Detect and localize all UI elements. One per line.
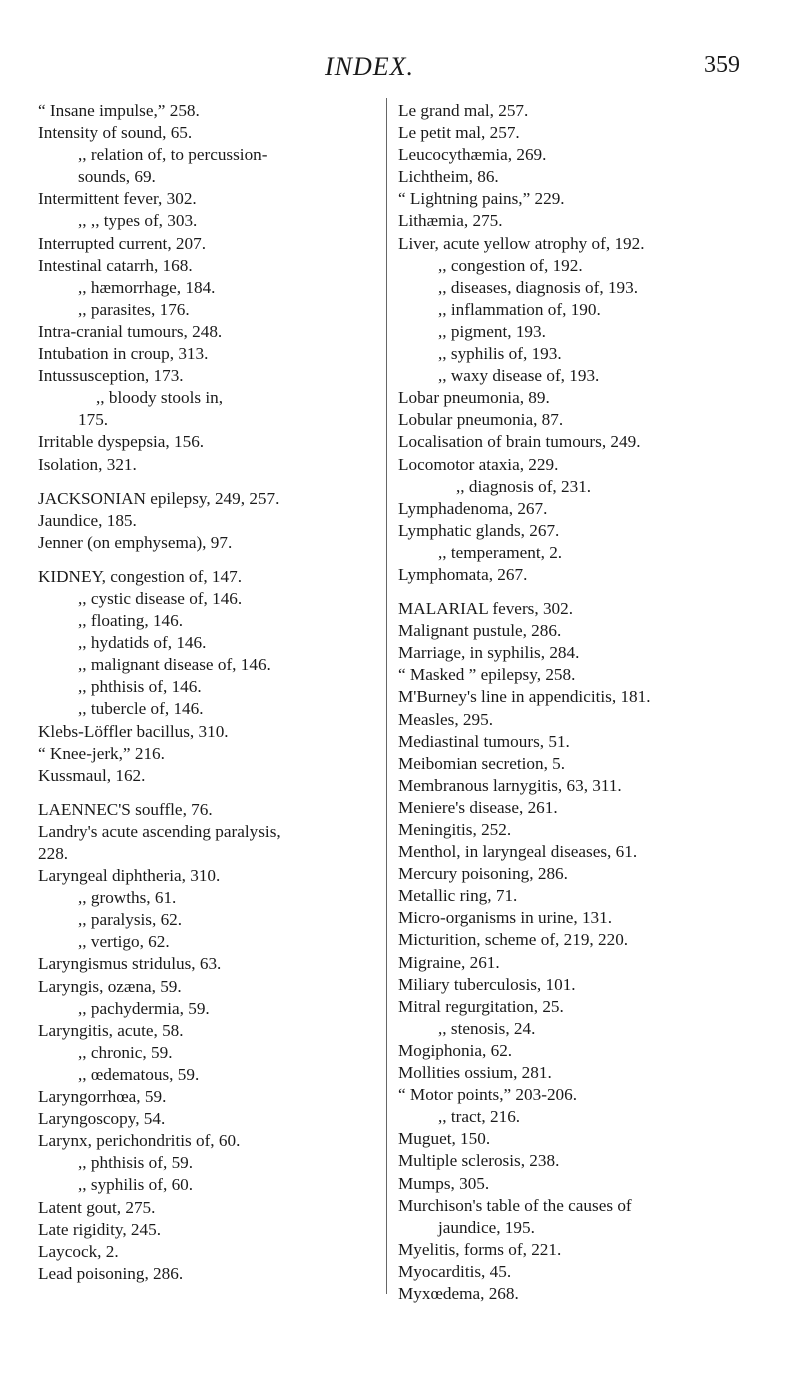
section-gap: [38, 554, 378, 566]
page-header: [0, 52, 800, 88]
index-entry: Mercury poisoning, 286.: [398, 864, 568, 884]
index-entry: ,, inflammation of, 190.: [438, 299, 601, 319]
index-entry: Muguet, 150.: [398, 1129, 491, 1149]
index-entry: Intussusception, 173.: [38, 366, 184, 386]
index-entry: Laryngitis, acute, 58.: [38, 1020, 184, 1040]
index-entry: Measles, 295.: [398, 709, 493, 729]
index-entry: Membranous larnygitis, 63, 311.: [398, 775, 622, 795]
index-entry: Laryngismus stridulus, 63.: [38, 954, 222, 974]
index-entry: Lymphatic glands, 267.: [398, 520, 560, 540]
section-gap: [398, 586, 778, 598]
index-entry: ,, bloody stools in,: [96, 388, 224, 408]
index-entry: jaundice, 195.: [438, 1217, 535, 1237]
index-entry: Liver, acute yellow atrophy of, 192.: [398, 233, 645, 253]
index-entry: Localisation of brain tumours, 249.: [398, 432, 641, 452]
index-entry: Meibomian secretion, 5.: [398, 753, 566, 773]
index-entry: 228.: [38, 844, 69, 863]
index-entry: “ Masked ” epilepsy, 258.: [398, 665, 576, 685]
index-entry: Myocarditis, 45.: [398, 1261, 512, 1281]
index-entry: ,, chronic, 59.: [78, 1042, 173, 1062]
index-entry: JACKSONIAN epilepsy, 249, 257.: [38, 488, 280, 508]
index-entry: Micturition, scheme of, 219, 220.: [398, 930, 629, 950]
index-entry: Latent gout, 275.: [38, 1197, 156, 1217]
index-entry: Meningitis, 252.: [398, 820, 512, 839]
index-entry: Lead poisoning, 286.: [38, 1263, 184, 1283]
index-entry: Jaundice, 185.: [38, 510, 137, 530]
index-entry: Lymphadenoma, 267.: [398, 498, 548, 518]
index-entry: Miliary tuberculosis, 101.: [398, 974, 576, 994]
index-entry: Intestinal catarrh, 168.: [38, 255, 193, 275]
index-entry: ,, phthisis of, 146.: [78, 677, 202, 697]
index-entry: Leucocythæmia, 269.: [398, 145, 547, 165]
index-entry: Multiple sclerosis, 238.: [398, 1151, 560, 1171]
index-entry: Migraine, 261.: [398, 952, 500, 972]
index-entry: Murchison's table of the causes of: [398, 1195, 632, 1215]
index-entry: “ Insane impulse,” 258.: [38, 101, 200, 120]
index-entry: ,, stenosis, 24.: [438, 1018, 536, 1038]
index-entry: ,, diseases, diagnosis of, 193.: [438, 277, 639, 297]
index-entry: 175.: [78, 410, 109, 430]
index-entry: Metallic ring, 71.: [398, 886, 518, 906]
index-entry: Myelitis, forms of, 221.: [398, 1239, 562, 1259]
index-entry: MALARIAL fevers, 302.: [398, 599, 574, 619]
index-entry: Intra-cranial tumours, 248.: [38, 321, 223, 341]
index-entry: ,, parasites, 176.: [78, 299, 190, 319]
index-entry: Lithæmia, 275.: [398, 211, 503, 231]
section-gap: [38, 787, 378, 799]
index-entry: Mitral regurgitation, 25.: [398, 996, 564, 1016]
index-entry: Mediastinal tumours, 51.: [398, 731, 570, 751]
index-entry: ,, growths, 61.: [78, 888, 177, 908]
index-entry: Myxœdema, 268.: [398, 1283, 519, 1303]
index-entry: ,, diagnosis of, 231.: [456, 476, 592, 496]
index-entry: ,, cystic disease of, 146.: [78, 588, 243, 608]
index-entry: Micro-organisms in urine, 131.: [398, 908, 613, 928]
index-entry: Intensity of sound, 65.: [38, 123, 193, 143]
index-entry: ,, œdematous, 59.: [78, 1064, 200, 1084]
index-entry: Irritable dyspepsia, 156.: [38, 432, 205, 452]
index-entry: Larynx, perichondritis of, 60.: [38, 1131, 241, 1151]
index-entry: ,, pachydermia, 59.: [78, 998, 210, 1018]
index-entry: Lymphomata, 267.: [398, 564, 528, 584]
index-entry: M'Burney's line in appendicitis, 181.: [398, 687, 651, 707]
index-entry: ,, tubercle of, 146.: [78, 699, 204, 719]
index-entry: ,, phthisis of, 59.: [78, 1153, 194, 1173]
index-entry: LAENNEC'S souffle, 76.: [38, 799, 213, 819]
index-entry: ,, pigment, 193.: [438, 321, 546, 341]
index-entry: Locomotor ataxia, 229.: [398, 454, 559, 474]
index-entry: Landry's acute ascending paralysis,: [38, 821, 281, 841]
index-entry: ,, congestion of, 192.: [438, 255, 583, 275]
index-entry: ,, malignant disease of, 146.: [78, 655, 271, 675]
page-title: INDEX.: [325, 52, 415, 81]
index-entry: ,, tract, 216.: [438, 1107, 521, 1127]
index-entry: Isolation, 321.: [38, 454, 137, 474]
index-entry: Lobar pneumonia, 89.: [398, 388, 550, 408]
index-entry: Mumps, 305.: [398, 1173, 490, 1193]
index-entry: ,, vertigo, 62.: [78, 932, 170, 952]
index-entry: Laryngorrhœa, 59.: [38, 1087, 167, 1107]
index-entry: sounds, 69.: [78, 167, 156, 187]
index-entry: Jenner (on emphysema), 97.: [38, 532, 233, 552]
index-entry: Intubation in croup, 313.: [38, 344, 209, 364]
index-entry: “ Motor points,” 203-206.: [398, 1085, 578, 1105]
index-entry: ,, floating, 146.: [78, 611, 184, 631]
index-entry: ,, syphilis of, 60.: [78, 1175, 194, 1195]
index-entry: Intermittent fever, 302.: [38, 189, 197, 209]
index-entry: Meniere's disease, 261.: [398, 797, 558, 817]
index-entry: Menthol, in laryngeal diseases, 61.: [398, 842, 638, 862]
index-entry: Le grand mal, 257.: [398, 101, 529, 120]
index-entry: ,, paralysis, 62.: [78, 910, 183, 930]
index-entry: Lichtheim, 86.: [398, 167, 499, 187]
index-entry: Laryngoscopy, 54.: [38, 1109, 166, 1129]
index-entry: ,, temperament, 2.: [438, 542, 563, 562]
index-entry: ,, syphilis of, 193.: [438, 344, 562, 364]
index-entry: Marriage, in syphilis, 284.: [398, 643, 580, 663]
index-entry: Kussmaul, 162.: [38, 765, 146, 785]
index-entry: ,, relation of, to percussion-: [78, 145, 268, 165]
column-divider: [386, 98, 387, 1294]
index-entry: “ Knee-jerk,” 216.: [38, 743, 165, 763]
index-entry: Mogiphonia, 62.: [398, 1040, 513, 1060]
page-number: 359: [704, 52, 740, 78]
index-entry: “ Lightning pains,” 229.: [398, 189, 565, 209]
index-entry: Malignant pustule, 286.: [398, 621, 562, 641]
index-column-right: [398, 100, 778, 1305]
index-entry: Interrupted current, 207.: [38, 233, 206, 253]
index-entry: Mollities ossium, 281.: [398, 1063, 552, 1083]
index-entry: ,, hydatids of, 146.: [78, 633, 207, 653]
index-entry: Klebs-Löffler bacillus, 310.: [38, 721, 229, 741]
index-entry: ,, waxy disease of, 193.: [438, 366, 600, 386]
index-entry: Laryngis, ozæna, 59.: [38, 976, 182, 996]
section-gap: [38, 476, 378, 488]
index-entry: ,, hæmorrhage, 184.: [78, 277, 216, 297]
index-entry: Late rigidity, 245.: [38, 1219, 161, 1239]
index-entry: ,, ,, types of, 303.: [78, 211, 198, 231]
index-entry: Laycock, 2.: [38, 1241, 119, 1261]
index-entry: Le petit mal, 257.: [398, 123, 520, 143]
index-entry: Laryngeal diphtheria, 310.: [38, 866, 221, 886]
index-entry: Lobular pneumonia, 87.: [398, 410, 564, 430]
index-entry: KIDNEY, congestion of, 147.: [38, 566, 242, 586]
index-column-left: [38, 100, 378, 1285]
